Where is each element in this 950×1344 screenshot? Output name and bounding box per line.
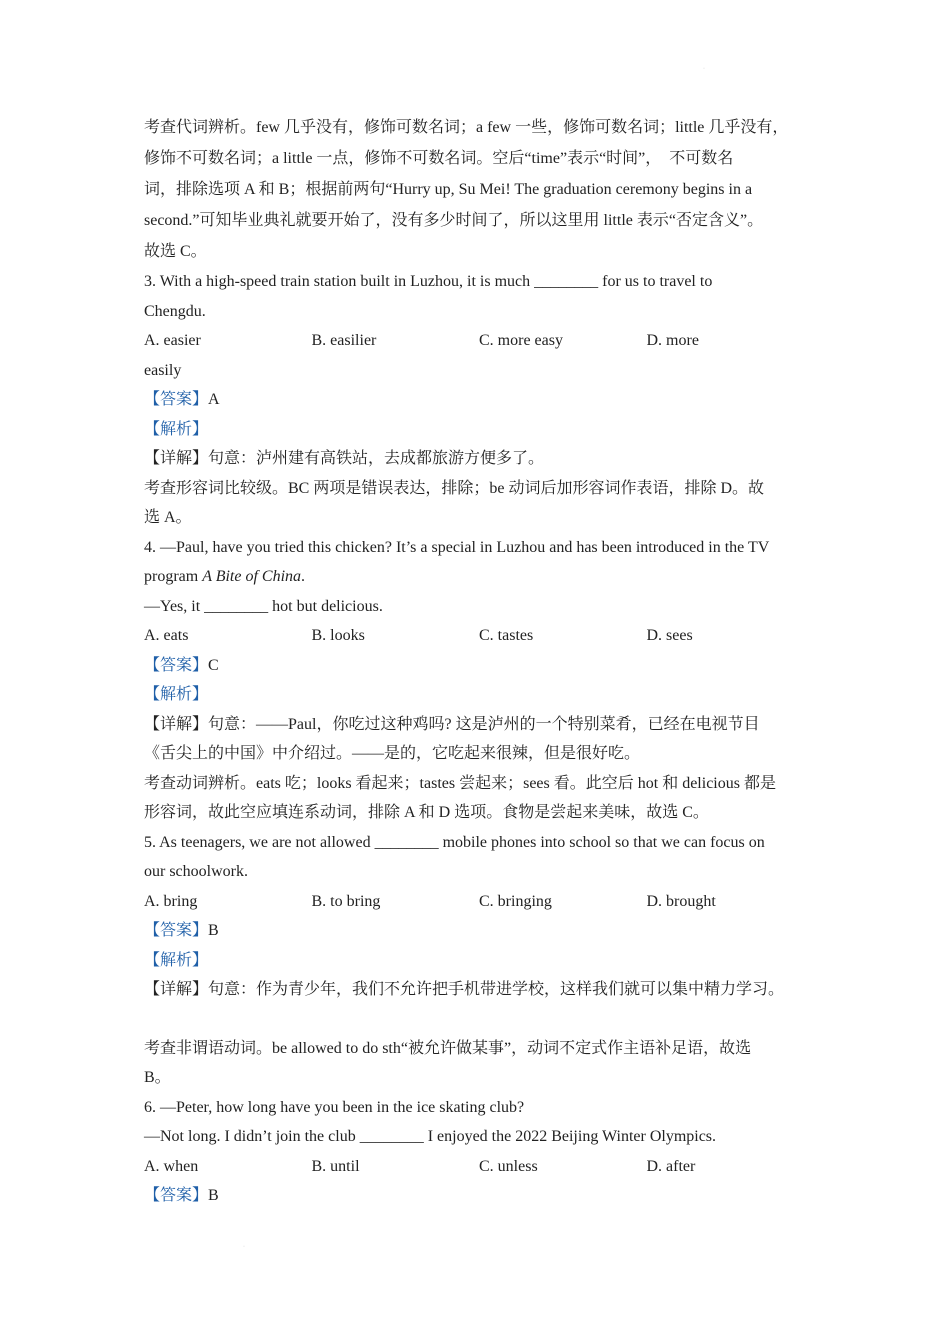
answer-value: B — [208, 1187, 219, 1204]
answer-tag: 【答案】 — [144, 656, 209, 674]
analysis-tag: 【解析】 — [144, 951, 209, 969]
question-stem: 6. —Peter, how long have you been in the ice skating club? — [144, 1098, 525, 1116]
analysis-heading — [144, 946, 814, 976]
option-a: A. eats — [144, 627, 189, 644]
text-line: 考查非谓语动词。be allowed to do sth“被允许做某事”，动词不定式作主语补足语，故选 — [144, 1039, 752, 1057]
option-b: B. easilier — [311, 332, 377, 349]
answer-tag: 【答案】 — [144, 1187, 209, 1204]
detail-line — [144, 975, 814, 1005]
detail-tag: 【详解】 — [144, 450, 209, 467]
answer-tag: 【答案】 — [144, 922, 209, 939]
stem-text: . — [301, 568, 306, 585]
text-line: second.”可知毕业典礼就要开始了，没有多少时间了，所以这里用 little 表示“否定含义”。 — [144, 212, 764, 229]
text-line: 形容词，故此空应填连系动词，排除 A 和 D 选项。食物是尝起来美味，故选 C。 — [144, 804, 709, 821]
options-row — [144, 621, 814, 651]
option-d-overflow: easily — [144, 361, 182, 379]
question-stem: 4. —Paul, have you tried this chicken? It’s a special in Luzhou and has been introduced in the TV — [144, 538, 770, 556]
text-line: 词，排除选项 A 和 B；根据前两句“Hurry up, Su Mei! The graduation ceremony begins in a — [144, 181, 753, 198]
option-d: D. brought — [646, 892, 716, 910]
question-3 — [144, 267, 814, 533]
analysis-tag: 【解析】 — [144, 686, 209, 703]
option-a: A. easier — [144, 332, 201, 349]
page-mark: · — [703, 66, 705, 72]
option-c: C. tastes — [479, 627, 534, 644]
question-stem — [144, 562, 814, 592]
question-4 — [144, 533, 814, 828]
detail-line — [144, 444, 814, 474]
option-d: D. more — [646, 332, 699, 349]
question-stem: our schoolwork. — [144, 863, 248, 880]
document-page — [144, 112, 814, 1211]
text-line: 选 A。 — [144, 509, 192, 526]
page-mark: · — [243, 1244, 245, 1250]
blank-line — [144, 1005, 814, 1034]
analysis-heading — [144, 415, 814, 445]
answer-line — [144, 1181, 814, 1211]
detail-text: 句意：作为青少年，我们不允许把手机带进学校，这样我们就可以集中精力学习。 — [208, 981, 785, 998]
option-b: B. until — [311, 1157, 360, 1175]
options-row — [144, 326, 814, 356]
option-d: D. sees — [646, 627, 693, 644]
text-line: 修饰不可数名词；a little 一点，修饰不可数名词。空后“time”表示“时间”， 不可数名 — [144, 150, 734, 167]
option-b: B. looks — [311, 627, 365, 644]
question-stem: —Not long. I didn’t join the club ________ I enjoyed the 2022 Beijing Winter Olympics. — [144, 1128, 717, 1145]
option-d: D. after — [646, 1157, 696, 1175]
option-b: B. to bring — [311, 892, 381, 910]
stem-text: program — [144, 568, 203, 585]
program-title: A Bite of China — [202, 568, 302, 585]
options-row — [144, 887, 814, 917]
question-stem: Chengdu. — [144, 302, 206, 320]
answer-value: B — [208, 922, 219, 939]
option-c: C. more easy — [479, 332, 563, 349]
detail-text: 句意：泸州建有高铁站，去成都旅游方便多了。 — [208, 450, 545, 467]
option-a: A. bring — [144, 892, 198, 910]
q2-analysis — [144, 112, 814, 267]
option-c: C. bringing — [479, 892, 552, 910]
answer-tag: 【答案】 — [144, 391, 209, 408]
detail-tag: 【详解】 — [144, 715, 209, 733]
option-c: C. unless — [479, 1157, 538, 1175]
text-line: 考查代词辨析。few 几乎没有，修饰可数名词；a few 一些，修饰可数名词；little 几乎没有， — [144, 119, 789, 136]
question-stem: —Yes, it ________ hot but delicious. — [144, 597, 383, 615]
answer-line — [144, 651, 814, 681]
text-line: 考查动词辨析。eats 吃；looks 看起来；tastes 尝起来；sees 看。此空后 hot 和 delicious 都是 — [144, 774, 776, 792]
analysis-heading — [144, 680, 814, 710]
detail-line — [144, 710, 814, 740]
answer-value: C — [208, 656, 219, 674]
text-line: 故选 C。 — [144, 243, 207, 260]
question-5 — [144, 828, 814, 1093]
analysis-tag: 【解析】 — [144, 420, 209, 438]
text-line: B。 — [144, 1069, 171, 1086]
answer-line — [144, 385, 814, 415]
question-stem: 3. With a high-speed train station built in Luzhou, it is much ________ for us to travel to — [144, 273, 713, 290]
question-6 — [144, 1093, 814, 1211]
answer-value: A — [208, 391, 220, 408]
detail-tag: 【详解】 — [144, 981, 209, 998]
answer-line — [144, 916, 814, 946]
option-a: A. when — [144, 1157, 199, 1175]
options-row — [144, 1152, 814, 1182]
question-stem: 5. As teenagers, we are not allowed ________ mobile phones into school so that we can focus on — [144, 833, 765, 851]
text-line: 《舌尖上的中国》中介绍过。——是的，它吃起来很辣，但是很好吃。 — [144, 745, 641, 762]
detail-text: 句意：——Paul，你吃过这种鸡吗? 这是泸州的一个特别菜肴，已经在电视节目 — [208, 715, 760, 733]
text-line: 考查形容词比较级。BC 两项是错误表达，排除；be 动词后加形容词作表语，排除 D。故 — [144, 479, 765, 497]
